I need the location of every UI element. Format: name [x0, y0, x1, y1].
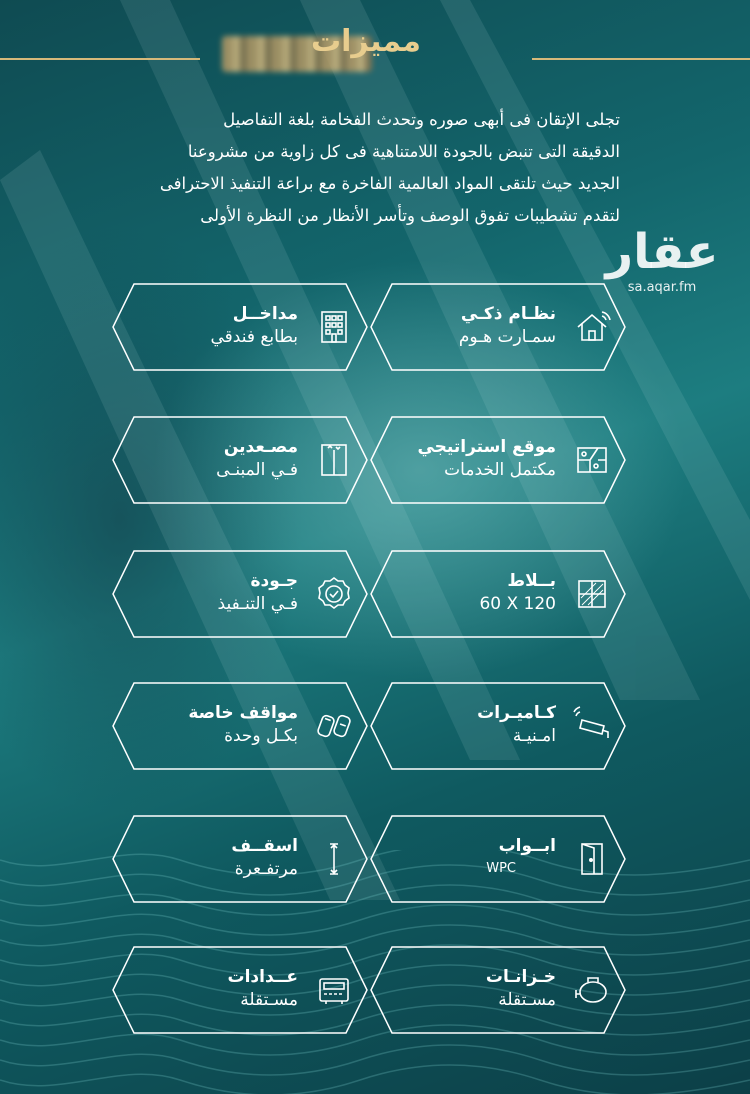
- intro-paragraph: [108, 104, 620, 232]
- feature-subtitle: مسـتقلة: [498, 990, 556, 1010]
- intro-line: الدقيقة التى تنبض بالجودة اللامتناهية فى كل زاوية من مشروعنا: [187, 142, 620, 161]
- elevator-icon: [314, 440, 354, 480]
- feature-card-ceilings: [112, 815, 368, 903]
- feature-card-tiles: [370, 550, 626, 638]
- feature-subtitle: مكتمل الخدمات: [444, 460, 556, 480]
- feature-subtitle: سمـارت هـوم: [458, 327, 556, 347]
- feature-title: مصـعدين: [223, 437, 298, 457]
- map-location-icon: [572, 440, 612, 480]
- feature-subtitle: WPC: [486, 861, 516, 876]
- feature-title: كـاميـرات: [477, 703, 556, 723]
- watermark-url: sa.aqar.fm: [627, 280, 697, 295]
- feature-card-quality: [112, 550, 368, 638]
- feature-card-cameras: [370, 682, 626, 770]
- feature-title: مداخــل: [232, 304, 298, 324]
- feature-card-smart-home: [370, 283, 626, 371]
- ceiling-height-icon: [314, 839, 354, 879]
- feature-subtitle: فـي المبنـى: [216, 460, 298, 480]
- feature-title: موقع استراتيجي: [417, 437, 556, 457]
- intro-line: تجلى الإتقان فى أبهى صوره وتحدث الفخامة بلغة التفاصيل: [223, 110, 620, 129]
- tiles-icon: [572, 574, 612, 614]
- header-divider-right: [532, 58, 750, 60]
- header: [0, 16, 750, 72]
- feature-card-parking: [112, 682, 368, 770]
- feature-card-entrances: [112, 283, 368, 371]
- parking-cars-icon: [314, 706, 354, 746]
- feature-card-doors: [370, 815, 626, 903]
- feature-card-elevators: [112, 416, 368, 504]
- feature-card-location: [370, 416, 626, 504]
- feature-subtitle: بطابع فندقي: [210, 327, 298, 347]
- feature-title: نظـام ذكـي: [460, 304, 556, 324]
- feature-title: اسقــف: [231, 836, 298, 856]
- header-divider-left: [0, 58, 200, 60]
- feature-subtitle: بكـل وحدة: [224, 726, 298, 746]
- watermark-logo: عقار: [605, 224, 719, 280]
- quality-badge-icon: [314, 574, 354, 614]
- page-title: مميزات: [310, 24, 422, 59]
- feature-title: جـودة: [250, 571, 298, 591]
- feature-title: عــدادات: [227, 967, 298, 987]
- water-tank-icon: [572, 970, 612, 1010]
- feature-subtitle: 60 X 120: [479, 594, 556, 614]
- smart-home-icon: [572, 307, 612, 347]
- feature-subtitle: امـنيـة: [512, 726, 556, 746]
- feature-subtitle: مرتفـعرة: [234, 859, 298, 879]
- hotel-building-icon: [314, 307, 354, 347]
- intro-line: الجديد حيث تلتقى المواد العالمية الفاخرة مع براعة التنفيذ الاحترافى: [159, 174, 620, 193]
- electric-meter-icon: [314, 970, 354, 1010]
- door-icon: [572, 839, 612, 879]
- security-camera-icon: [572, 706, 612, 746]
- feature-subtitle: فـي التنـفيذ: [217, 594, 298, 614]
- feature-card-meters: [112, 946, 368, 1034]
- feature-title: بــلاط: [507, 571, 556, 591]
- intro-line: لتقدم تشطيبات تفوق الوصف وتأسر الأنظار من النظرة الأولى: [200, 206, 620, 225]
- feature-title: ابــواب: [498, 836, 556, 856]
- feature-subtitle: مسـتقلة: [240, 990, 298, 1010]
- feature-title: مواقف خاصة: [188, 703, 298, 723]
- feature-card-tanks: [370, 946, 626, 1034]
- feature-title: خـزانـات: [485, 967, 556, 987]
